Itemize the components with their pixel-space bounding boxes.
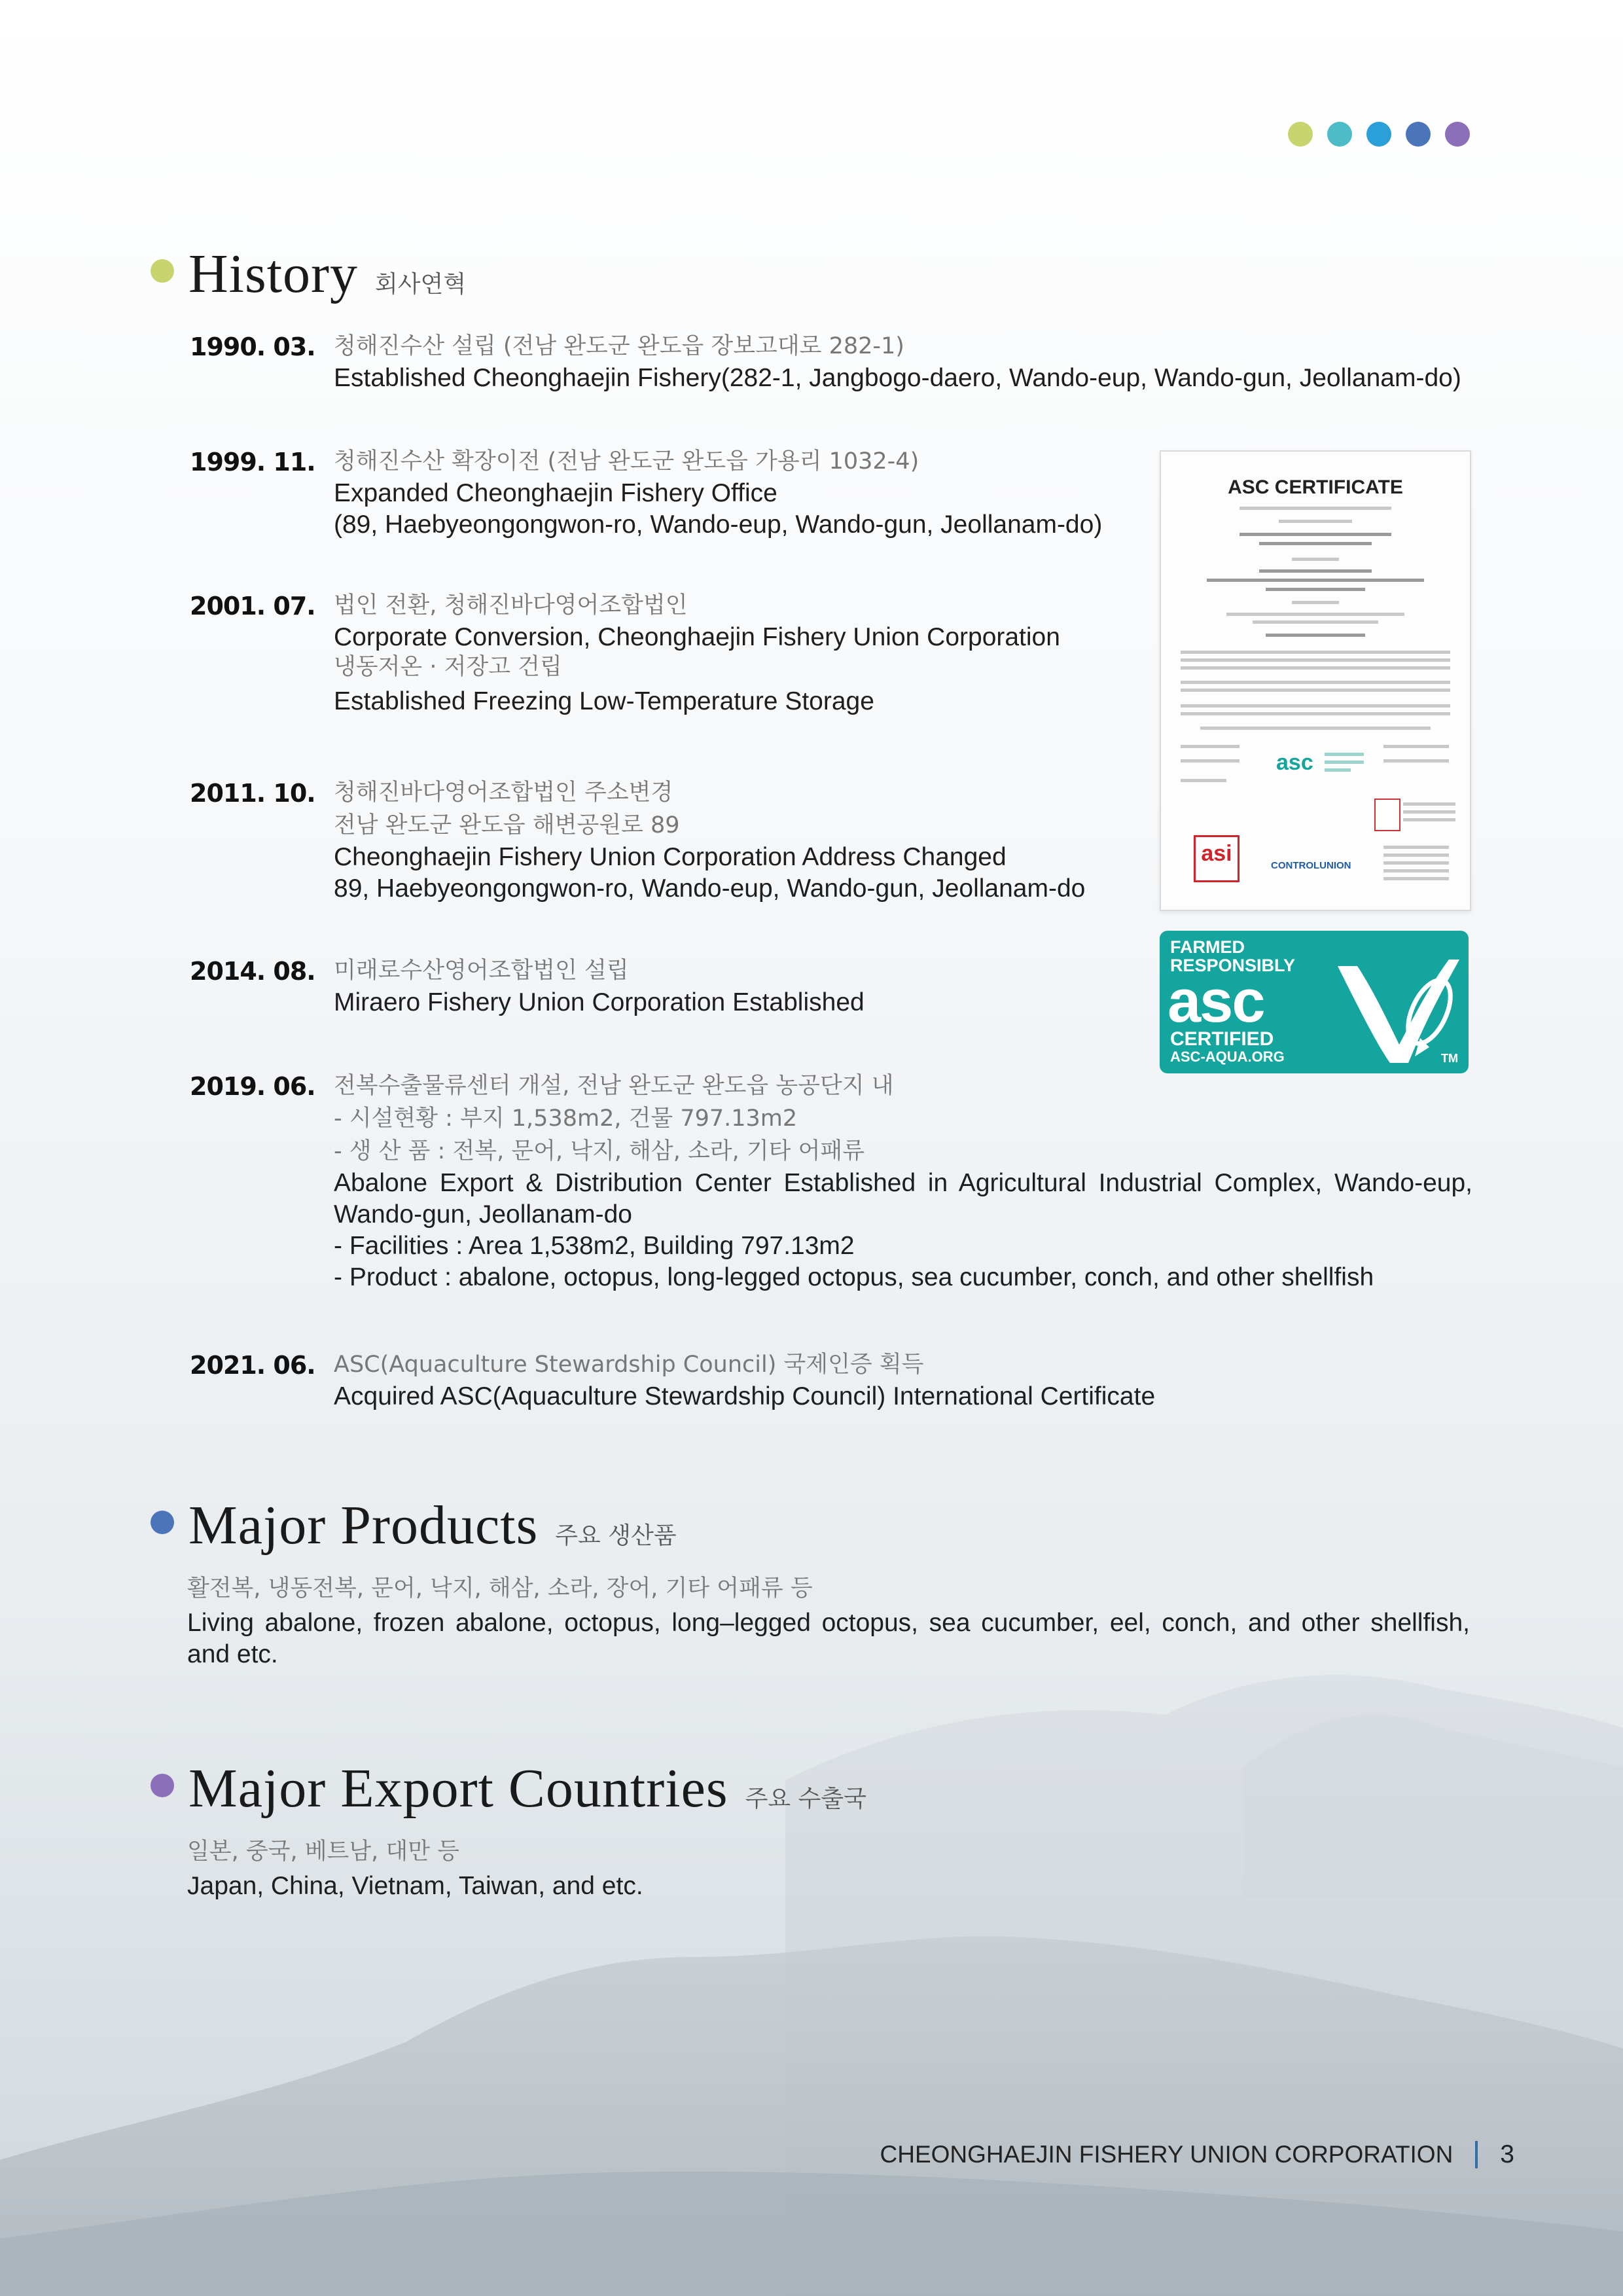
entry-en: Established Freezing Low-Temperature Storage [334, 687, 874, 715]
export-text [187, 1835, 1470, 1902]
products-text [187, 1572, 1470, 1670]
badge-line-4: ASC-AQUA.ORG [1170, 1049, 1285, 1065]
entry-en: (89, Haebyeongongwon-ro, Wando-eup, Wando-gun, Jeollanam-do) [334, 511, 1103, 539]
page-footer [880, 2140, 1514, 2169]
entry-en: Expanded Cheonghaejin Fishery Office [334, 479, 777, 507]
history-bullet-icon [151, 259, 174, 283]
entry-ko: - 시설현황 : 부지 1,538m2, 건물 797.13m2 [334, 1105, 798, 1132]
control-union-logo: CONTROLUNION [1271, 860, 1351, 871]
entry-ko: 법인 전환, 청해진바다영어조합법인 [334, 592, 688, 619]
entry-date: 2011. 10. [190, 779, 315, 808]
export-title-ko: 주요 수출국 [745, 1785, 866, 1812]
products-bullet-icon [151, 1511, 174, 1534]
export-ko: 일본, 중국, 베트남, 대만 등 [187, 1839, 459, 1865]
entry-date: 2021. 06. [190, 1351, 315, 1380]
entry-ko: 청해진바다영어조합법인 주소변경 [334, 780, 673, 806]
entry-en: Abalone Export & Distribution Center Established in Agricultural Industrial Complex, Wando-eup, Wando-gun, Jeollanam-do [334, 1169, 1472, 1229]
dot-1 [1288, 122, 1313, 147]
certificate-title: ASC CERTIFICATE [1228, 476, 1403, 498]
asc-certified-badge [1160, 931, 1469, 1073]
badge-line-2: RESPONSIBLY [1170, 956, 1296, 975]
dot-3 [1366, 122, 1391, 147]
entry-date: 1999. 11. [190, 448, 315, 476]
entry-en: 89, Haebyeongongwon-ro, Wando-eup, Wando-gun, Jeollanam-do [334, 874, 1086, 903]
entry-date: 2001. 07. [190, 592, 315, 620]
entry-ko: 냉동저온 · 저장고 건립 [334, 654, 562, 680]
peru-seal-icon [1374, 798, 1400, 831]
products-title: Major Products [188, 1495, 539, 1556]
dot-5 [1445, 122, 1470, 147]
asc-certificate-document [1160, 450, 1471, 911]
export-heading [151, 1757, 866, 1820]
entry-en: Cheonghaejin Fishery Union Corporation Address Changed [334, 843, 1007, 871]
badge-tm: TM [1441, 1052, 1458, 1065]
page-number: 3 [1500, 2140, 1514, 2168]
export-en: Japan, China, Vietnam, Taiwan, and etc. [187, 1872, 643, 1900]
export-bullet-icon [151, 1774, 174, 1797]
dot-4 [1406, 122, 1431, 147]
badge-line-3: CERTIFIED [1170, 1028, 1274, 1050]
entry-en: Corporate Conversion, Cheonghaejin Fishery Union Corporation [334, 623, 1060, 651]
export-title: Major Export Countries [188, 1758, 728, 1819]
products-en: Living abalone, frozen abalone, octopus, long–legged octopus, sea cucumber, eel, conch, and other shellfish, and etc. [187, 1609, 1470, 1668]
footer-separator [1475, 2141, 1478, 2168]
badge-line-1: FARMED [1170, 937, 1245, 957]
entry-en: Established Cheonghaejin Fishery(282-1, Jangbogo-daero, Wando-eup, Wando-gun, Jeollanam-do) [334, 364, 1461, 392]
entry-ko: ASC(Aquaculture Stewardship Council) 국제인증 획득 [334, 1352, 924, 1378]
products-title-ko: 주요 생산품 [555, 1522, 677, 1549]
badge-asc-logo: asc [1168, 968, 1264, 1035]
entry-ko: 청해진수산 설립 (전남 완도군 완도읍 장보고대로 282-1) [334, 333, 904, 359]
entry-ko: 청해진수산 확장이전 (전남 완도군 완도읍 가용리 1032-4) [334, 448, 919, 475]
entry-date: 2014. 08. [190, 957, 315, 986]
decorative-dots [1288, 122, 1470, 147]
footer-company: CHEONGHAEJIN FISHERY UNION CORPORATION [880, 2141, 1454, 2168]
entry-ko: - 생 산 품 : 전복, 문어, 낙지, 해삼, 소라, 기타 어패류 [334, 1138, 865, 1164]
products-ko: 활전복, 냉동전복, 문어, 낙지, 해삼, 소라, 장어, 기타 어패류 등 [187, 1575, 813, 1602]
products-heading [151, 1494, 677, 1557]
dot-2 [1327, 122, 1352, 147]
history-title: History [188, 243, 358, 304]
checkmark-fish-icon [1331, 940, 1462, 1071]
entry-ko: 미래로수산영어조합법인 설립 [334, 958, 629, 984]
entry-ko: 전남 완도군 완도읍 해변공원로 89 [334, 812, 680, 838]
history-title-ko: 회사연혁 [375, 271, 467, 298]
asc-small-logo: asc [1276, 750, 1313, 775]
entry-en: - Product : abalone, octopus, long-legged octopus, sea cucumber, conch, and other shellfish [334, 1263, 1374, 1291]
asi-logo: asi [1194, 835, 1240, 882]
entry-en: Miraero Fishery Union Corporation Established [334, 988, 865, 1016]
entry-en: - Facilities : Area 1,538m2, Building 797.13m2 [334, 1232, 855, 1260]
entry-en: Acquired ASC(Aquaculture Stewardship Council) International Certificate [334, 1382, 1156, 1410]
history-heading [151, 242, 466, 306]
entry-date: 1990. 03. [190, 332, 315, 361]
entry-date: 2019. 06. [190, 1072, 315, 1101]
entry-ko: 전복수출물류센터 개설, 전남 완도군 완도읍 농공단지 내 [334, 1073, 894, 1099]
